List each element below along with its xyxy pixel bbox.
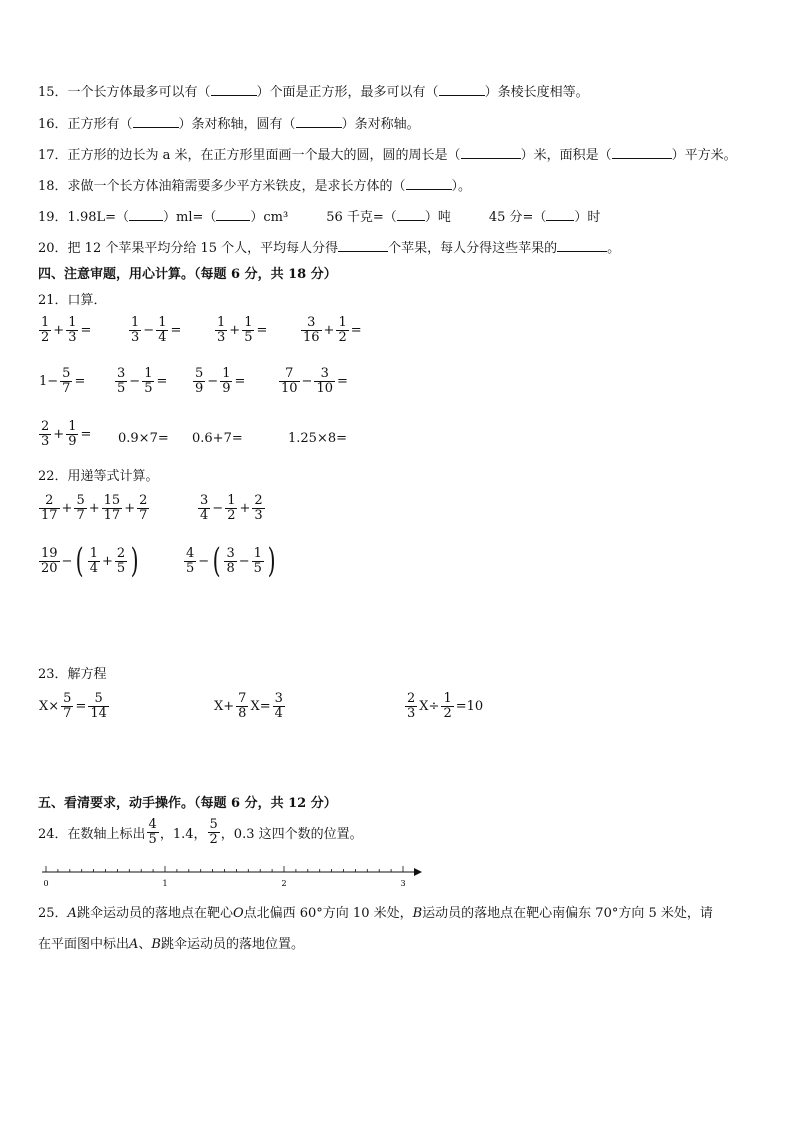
- denominator: 5: [144, 381, 153, 396]
- equals: =: [337, 374, 348, 389]
- denominator: 7: [139, 508, 148, 523]
- denominator: 8: [226, 560, 235, 576]
- operator: +: [53, 427, 65, 442]
- q22-expression-4: [183, 541, 278, 581]
- numerator: 1: [41, 315, 50, 330]
- oral-item: [38, 420, 92, 449]
- q20-text-c: 。: [607, 241, 621, 256]
- numerator: 5: [62, 366, 71, 381]
- numerator: 1: [144, 366, 153, 381]
- q19-text-d: 56 千克=（: [326, 210, 397, 225]
- question-18: [38, 177, 471, 196]
- numerator: 1: [227, 493, 236, 508]
- answer-blank[interactable]: [133, 115, 179, 128]
- fraction: [88, 692, 109, 721]
- numerator: 1: [89, 545, 98, 561]
- answer-blank[interactable]: [557, 239, 607, 252]
- question-16: [38, 115, 420, 134]
- denominator: 20: [41, 560, 58, 576]
- question-20: [38, 239, 620, 258]
- q22-expression-1: [38, 494, 150, 523]
- variable: X+: [214, 699, 235, 714]
- numerator: 1: [158, 315, 167, 330]
- numerator: 1: [68, 315, 77, 330]
- fraction: [314, 367, 335, 396]
- answer-blank[interactable]: [296, 115, 342, 128]
- denominator: 2: [41, 330, 50, 345]
- numerator: 1: [244, 315, 253, 330]
- equals: =: [74, 374, 86, 389]
- numerator: 5: [63, 691, 72, 706]
- operator: −: [212, 501, 224, 516]
- numerator: 3: [274, 691, 283, 706]
- point-b-label: B: [412, 906, 423, 921]
- question-17: [38, 146, 737, 165]
- q23-equation-3: [404, 692, 484, 721]
- equals: =: [80, 427, 92, 442]
- q20-text-a: 20．把 12 个苹果平均分给 15 个人，平均每人分得: [38, 241, 339, 256]
- denominator: 2: [338, 330, 347, 345]
- numerator: 1: [338, 315, 347, 330]
- operator: +: [323, 323, 335, 338]
- fraction: [193, 367, 205, 396]
- left-paren: (: [76, 541, 85, 581]
- oral-item: [214, 316, 268, 345]
- oral-item: 0.6+7=: [192, 431, 243, 446]
- fraction: [142, 367, 154, 396]
- denominator: 3: [41, 434, 50, 449]
- question-15: [38, 83, 589, 102]
- equals: =: [170, 323, 182, 338]
- fraction: [88, 547, 100, 576]
- operator: −: [198, 553, 210, 569]
- operator: +: [61, 501, 73, 516]
- number-line[interactable]: [36, 862, 426, 892]
- tick-label: 3: [400, 879, 406, 888]
- point-o-label: O: [232, 906, 244, 921]
- fraction: [39, 420, 51, 449]
- question-19: [38, 208, 600, 227]
- denominator: 7: [62, 381, 71, 396]
- denominator: 3: [131, 330, 140, 345]
- operator: −: [143, 323, 155, 338]
- denominator: 5: [186, 560, 195, 576]
- denominator: 9: [195, 381, 204, 396]
- q25-text: 跳伞运动员的落地位置。: [160, 937, 304, 952]
- tick-label: 0: [43, 879, 49, 888]
- denominator: 17: [41, 508, 58, 523]
- fraction: [156, 316, 168, 345]
- q25-text: 跳伞运动员的落地点在靶心: [76, 906, 233, 921]
- numerator: 3: [200, 493, 209, 508]
- denominator: 3: [217, 330, 226, 345]
- question-25-line-2: [38, 936, 304, 954]
- q18-text-a: 18．求做一个长方体油箱需要多少平方米铁皮，是求长方体的（: [38, 179, 406, 194]
- q25-text: 点北偏西 60°方向 10 米处，: [243, 906, 413, 921]
- right-paren: ): [130, 541, 139, 581]
- question-22-title: 22．用递等式计算。: [38, 469, 159, 484]
- answer-blank[interactable]: [439, 83, 485, 96]
- fraction: [115, 367, 127, 396]
- answer-blank[interactable]: [211, 83, 257, 96]
- equals: =: [75, 699, 87, 714]
- operator: +: [229, 323, 241, 338]
- denominator: 2: [443, 706, 452, 721]
- operator: +: [102, 553, 113, 569]
- q15-text-b: ）个面是正方形，最多可以有（: [256, 85, 439, 100]
- q24-text-b: ，1.4，: [159, 827, 207, 842]
- question-21-title: 21．口算．: [38, 293, 107, 308]
- denominator: 2: [209, 832, 218, 847]
- denominator: 10: [281, 381, 298, 396]
- q15-text-c: ）条棱长度相等。: [484, 85, 589, 100]
- fraction: [224, 547, 236, 576]
- numerator: 5: [195, 366, 204, 381]
- fraction: [115, 547, 127, 576]
- answer-blank[interactable]: [546, 208, 574, 221]
- fraction: [215, 316, 227, 345]
- q15-text-a: 15．一个长方体最多可以有（: [38, 85, 211, 100]
- point-a-label: A: [67, 906, 77, 921]
- numerator: 2: [254, 493, 263, 508]
- operator: −: [129, 374, 141, 389]
- numerator: 1: [217, 315, 226, 330]
- equals: =: [256, 323, 268, 338]
- numerator: 7: [285, 366, 294, 381]
- fraction: [242, 316, 254, 345]
- fraction: [39, 494, 60, 523]
- question-24: [38, 818, 363, 847]
- fraction: [137, 494, 149, 523]
- answer-blank[interactable]: [461, 146, 521, 159]
- fraction: [147, 818, 159, 847]
- oral-item: 1.25×8=: [288, 431, 348, 446]
- numerator: 5: [94, 691, 103, 706]
- q25-text: 运动员的落地点在靶心南偏东 70°方向 5 米处，请: [422, 906, 713, 921]
- variable: X×: [39, 699, 60, 714]
- operator: +: [88, 501, 100, 516]
- point-b-label: B: [151, 937, 161, 952]
- section-4-header: 四、注意审题，用心计算。（每题 6 分，共 18 分）: [38, 267, 337, 282]
- fraction: [279, 367, 300, 396]
- q22-expression-2: [197, 494, 266, 523]
- fraction: [102, 494, 123, 523]
- denominator: 4: [274, 706, 283, 721]
- oral-item: 0.9×7=: [118, 431, 169, 446]
- oral-item: [128, 316, 182, 345]
- equals: =10: [455, 699, 484, 714]
- q24-text-a: 24．在数轴上标出: [38, 827, 146, 842]
- fraction: [61, 692, 73, 721]
- fraction: [336, 316, 348, 345]
- point-a-label: A: [129, 937, 139, 952]
- equals: =: [234, 374, 246, 389]
- fraction: [208, 818, 220, 847]
- q16-text-a: 16．正方形有（: [38, 117, 133, 132]
- fraction: [74, 494, 86, 523]
- q19-text-b: ）ml=（: [163, 210, 217, 225]
- answer-blank[interactable]: [397, 208, 425, 221]
- numerator: 5: [76, 493, 85, 508]
- q19-text-g: ）时: [574, 210, 601, 225]
- q19-text-c: ）cm³: [250, 210, 289, 225]
- operator: +: [124, 501, 136, 516]
- denominator: 5: [253, 560, 262, 576]
- operator: −: [301, 374, 313, 389]
- q19-text-f: 45 分=（: [488, 210, 547, 225]
- denominator: 3: [68, 330, 77, 345]
- numerator: 5: [209, 817, 218, 832]
- answer-blank[interactable]: [612, 146, 672, 159]
- numerator: 3: [307, 315, 316, 330]
- denominator: 5: [117, 381, 126, 396]
- denominator: 17: [103, 508, 121, 523]
- numerator: 1: [131, 315, 140, 330]
- numerator: 2: [45, 493, 54, 508]
- tick-label: 2: [281, 879, 287, 888]
- denominator: 14: [90, 706, 107, 721]
- fraction: [60, 367, 72, 396]
- operator: +: [53, 323, 65, 338]
- question-23-title: 23．解方程: [38, 667, 107, 682]
- oral-item: [38, 367, 86, 396]
- q24-text-c: ，0.3 这四个数的位置。: [220, 827, 363, 842]
- denominator: 8: [238, 706, 247, 721]
- numerator: 3: [226, 545, 235, 561]
- numerator: 4: [186, 545, 195, 561]
- q17-text-a: 17．正方形的边长为 a 米，在正方形里面画一个最大的圆，圆的周长是（: [38, 148, 461, 163]
- answer-blank[interactable]: [406, 177, 452, 190]
- fraction: [220, 367, 232, 396]
- oral-item: [300, 316, 363, 345]
- operator: 1−: [39, 374, 59, 389]
- denominator: 5: [116, 560, 126, 576]
- fraction: [252, 547, 264, 576]
- denominator: 2: [227, 508, 236, 523]
- equals: =: [80, 323, 92, 338]
- left-paren: (: [212, 541, 221, 581]
- fraction: [252, 494, 264, 523]
- q17-text-b: ）米，面积是（: [520, 148, 612, 163]
- oral-item: [114, 367, 168, 396]
- fraction: [301, 316, 322, 345]
- denominator: 9: [68, 434, 77, 449]
- q17-text-c: ）平方米。: [671, 148, 737, 163]
- section-5-header: 五、看清要求，动手操作。（每题 6 分，共 12 分）: [38, 796, 337, 811]
- q20-text-b: 个苹果，每人分得这些苹果的: [388, 241, 558, 256]
- variable: X÷: [419, 699, 440, 714]
- equals: =: [156, 374, 168, 389]
- numerator: 2: [407, 691, 416, 706]
- q25-text: 、: [138, 937, 152, 952]
- numerator: 2: [41, 419, 50, 434]
- denominator: 5: [148, 832, 157, 847]
- numerator: 1: [253, 545, 262, 561]
- q16-text-c: ）条对称轴。: [341, 117, 420, 132]
- arrow-icon: [414, 868, 422, 876]
- numerator: 4: [148, 817, 157, 832]
- variable: X=: [250, 699, 271, 714]
- fraction: [273, 692, 285, 721]
- q16-text-b: ）条对称轴，圆有（: [178, 117, 296, 132]
- equals: =: [350, 323, 362, 338]
- fraction: [39, 316, 51, 345]
- denominator: 7: [63, 706, 72, 721]
- fraction: [236, 692, 248, 721]
- operator: +: [239, 501, 251, 516]
- answer-blank[interactable]: [216, 208, 250, 221]
- denominator: 4: [89, 560, 98, 576]
- numerator: 2: [116, 545, 126, 561]
- q23-equation-1: [38, 692, 110, 721]
- q23-equation-2: [213, 692, 286, 721]
- numerator: 1: [443, 691, 452, 706]
- operator: −: [61, 553, 73, 569]
- fraction: [405, 692, 417, 721]
- oral-item: [38, 316, 92, 345]
- numerator: 3: [117, 366, 126, 381]
- fraction: [225, 494, 237, 523]
- q19-text-a: 19．1.98L=（: [38, 210, 130, 225]
- fraction: [66, 420, 78, 449]
- answer-blank[interactable]: [338, 239, 388, 252]
- denominator: 3: [407, 706, 416, 721]
- numerator: 2: [139, 493, 148, 508]
- numerator: 19: [41, 545, 58, 561]
- denominator: 4: [200, 508, 209, 523]
- fraction: [39, 547, 60, 576]
- right-paren: ): [267, 541, 276, 581]
- fraction: [66, 316, 78, 345]
- q22-expression-3: [38, 541, 141, 581]
- answer-blank[interactable]: [129, 208, 163, 221]
- numerator: 15: [103, 493, 121, 508]
- oral-item: [192, 367, 246, 396]
- denominator: 4: [158, 330, 167, 345]
- denominator: 16: [303, 330, 320, 345]
- tick-label: 1: [162, 879, 168, 888]
- fraction: [198, 494, 210, 523]
- q19-text-e: ）吨: [424, 210, 451, 225]
- q25-text: 25．: [38, 906, 68, 921]
- denominator: 5: [244, 330, 253, 345]
- fraction: [184, 547, 196, 576]
- fraction: [441, 692, 453, 721]
- operator: −: [207, 374, 219, 389]
- oral-item: [278, 367, 349, 396]
- q18-text-b: ）。: [451, 179, 472, 194]
- denominator: 7: [76, 508, 85, 523]
- question-25-line-1: [38, 905, 713, 923]
- numerator: 7: [238, 691, 247, 706]
- denominator: 3: [254, 508, 263, 523]
- numerator: 1: [222, 366, 231, 381]
- numerator: 1: [68, 419, 77, 434]
- numerator: 3: [320, 366, 329, 381]
- denominator: 10: [316, 381, 333, 396]
- operator: −: [238, 553, 250, 569]
- denominator: 9: [222, 381, 231, 396]
- q25-text: 在平面图中标出: [38, 937, 130, 952]
- fraction: [129, 316, 141, 345]
